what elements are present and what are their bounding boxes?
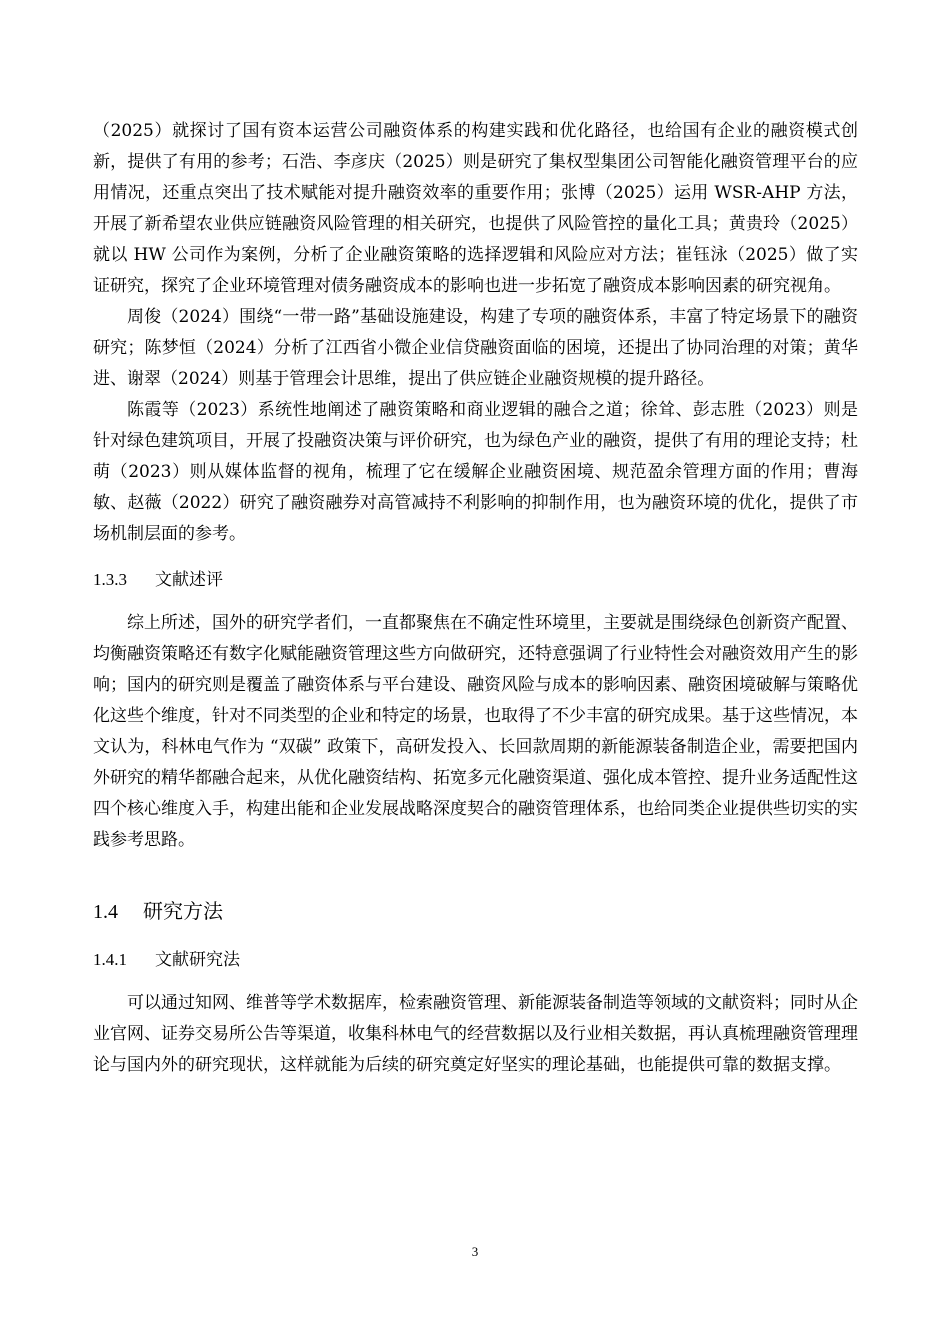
heading-1-4-1 xyxy=(93,944,858,976)
paragraph-continued: （2025）就探讨了国有资本运营公司融资体系的构建实践和优化路径，也给国有企业的融资模式创新，提供了有用的参考；石浩、李彦庆（2025）则是研究了集权型集团公司智能化融资管理平台的应用情况，还重点突出了技术赋能对提升融资效率的重要作用；张博（2025）运用 WSR-AHP 方法，开展了新希望农业供应链融资风险管理的相关研究，也提供了风险管控的量化工具；黄贵玲（2025）就以 HW 公司作为案例，分析了企业融资策略的选择逻辑和风险应对方法；崔钰泳（2025）做了实证研究，探究了企业环境管理对债务融资成本的影响也进一步拓宽了融资成本影响因素的研究视角。 xyxy=(93,121,858,296)
paragraph-literature-review: 综上所述，国外的研究学者们，一直都聚焦在不确定性环境里，主要就是围绕绿色创新资产配置、均衡融资策略还有数字化赋能融资管理这些方向做研究，还特意强调了行业特性会对融资效用产生的影响；国内的研究则是覆盖了融资体系与平台建设、融资风险与成本的影响因素、融资困境破解与策略优化这些个维度，针对不同类型的企业和特定的场景，也取得了不少丰富的研究成果。基于这些情况，本文认为，科林电气作为 “双碳” 政策下，高研发投入、长回款周期的新能源装备制造企业，需要把国内外研究的精华都融合起来，从优化融资结构、拓宽多元化融资渠道、强化成本管控、提升业务适配性这四个核心维度入手，构建出能和企业发展战略深度契合的融资管理体系，也给同类企业提供些切实的实践参考思路。 xyxy=(93,613,858,850)
heading-title: 研究方法 xyxy=(143,899,223,923)
page-body xyxy=(93,116,858,1081)
paragraph-2023-studies: 陈霞等（2023）系统性地阐述了融资策略和商业逻辑的融合之道；徐耸、彭志胜（2023）则是针对绿色建筑项目，开展了投融资决策与评价研究，也为绿色产业的融资，提供了有用的理论支持；杜萌（2023）则从媒体监督的视角，梳理了它在缓解企业融资困境、规范盈余管理方面的作用；曹海敏、赵薇（2022）研究了融资融券对高管减持不利影响的抑制作用，也为融资环境的优化，提供了市场机制层面的参考。 xyxy=(93,400,858,544)
heading-1-3-3 xyxy=(93,564,858,596)
heading-1-4 xyxy=(93,896,858,928)
heading-number: 1.3.3 xyxy=(93,570,127,589)
paragraph-literature-method: 可以通过知网、维普等学术数据库，检索融资管理、新能源装备制造等领域的文献资料；同时从企业官网、证券交易所公告等渠道，收集科林电气的经营数据以及行业相关数据，再认真梳理融资管理理论与国内外的研究现状，这样就能为后续的研究奠定好坚实的理论基础，也能提供可靠的数据支撑。 xyxy=(93,993,858,1075)
page-number: 3 xyxy=(471,1244,479,1259)
heading-number: 1.4.1 xyxy=(93,950,127,969)
heading-title: 文献述评 xyxy=(155,570,223,590)
heading-title: 文献研究法 xyxy=(155,950,240,970)
paragraph-2024-studies: 周俊（2024）围绕“一带一路”基础设施建设，构建了专项的融资体系，丰富了特定场景下的融资研究；陈梦恒（2024）分析了江西省小微企业信贷融资面临的困境，还提出了协同治理的对策；黄华进、谢翠（2024）则基于管理会计思维，提出了供应链企业融资规模的提升路径。 xyxy=(93,307,858,389)
heading-number: 1.4 xyxy=(93,901,118,923)
